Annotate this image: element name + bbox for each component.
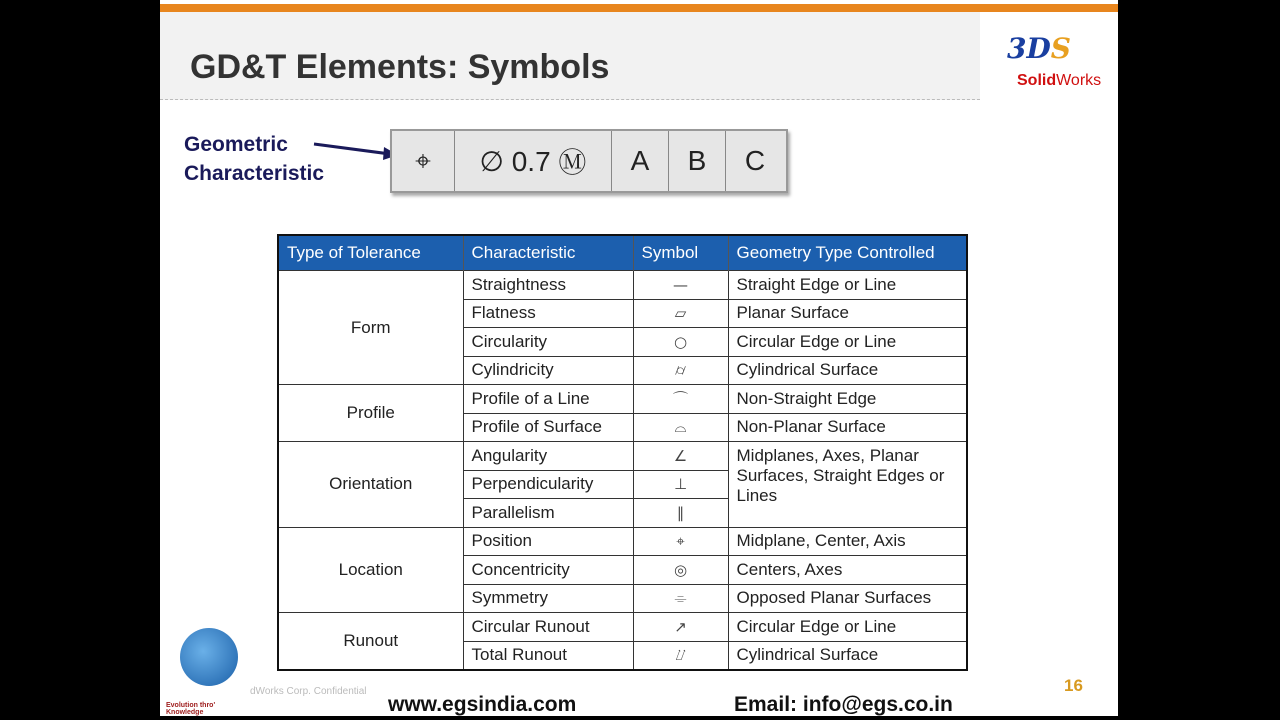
table-row	[278, 385, 967, 414]
geometry-type: Centers, Axes	[728, 556, 967, 585]
header-symbol: Symbol	[633, 235, 728, 271]
egs-logo: Evolution thro' Knowledge	[166, 628, 250, 714]
symbol-icon: —	[633, 271, 728, 300]
characteristic: Perpendicularity	[463, 470, 633, 499]
table-row	[278, 271, 967, 300]
header-characteristic: Characteristic	[463, 235, 633, 271]
table-row	[278, 442, 967, 471]
position-symbol-cell: ⌖	[392, 131, 455, 191]
table-row	[278, 527, 967, 556]
table-header-row	[278, 235, 967, 271]
top-accent-bar	[160, 4, 1118, 12]
slide-title: GD&T Elements: Symbols	[190, 48, 610, 86]
geometry-type: Straight Edge or Line	[728, 271, 967, 300]
symbol-icon: ⌰	[633, 641, 728, 670]
callout-arrow-icon	[310, 138, 400, 168]
title-band	[160, 12, 980, 100]
symbol-icon: ∠	[633, 442, 728, 471]
characteristic: Circularity	[463, 328, 633, 357]
characteristic: Straightness	[463, 271, 633, 300]
symbol-icon: ↗	[633, 613, 728, 642]
characteristic: Position	[463, 527, 633, 556]
characteristic: Total Runout	[463, 641, 633, 670]
header-geometry: Geometry Type Controlled	[728, 235, 967, 271]
geometric-characteristic-label: Geometric Characteristic	[184, 133, 325, 185]
symbol-icon: ⌖	[633, 527, 728, 556]
symbol-icon: ∥	[633, 499, 728, 528]
symbol-icon: ⊥	[633, 470, 728, 499]
characteristic: Profile of Surface	[463, 413, 633, 442]
geometry-type: Midplane, Center, Axis	[728, 527, 967, 556]
confidential-note: dWorks Corp. Confidential	[250, 686, 367, 697]
tolerance-type: Profile	[278, 385, 463, 442]
symbol-icon: ▱	[633, 299, 728, 328]
tolerance-cell: ∅ 0.7 Ⓜ	[455, 131, 612, 191]
datum-b-cell: B	[669, 131, 726, 191]
table-row	[278, 613, 967, 642]
datum-a-cell: A	[612, 131, 669, 191]
website-text: www.egsindia.com	[388, 693, 577, 716]
geometry-type: Non-Planar Surface	[728, 413, 967, 442]
header-type: Type of Tolerance	[278, 235, 463, 271]
tolerance-type: Location	[278, 527, 463, 613]
feature-control-frame	[390, 129, 788, 193]
characteristic: Circular Runout	[463, 613, 633, 642]
symbol-icon: ⌭	[633, 356, 728, 385]
symbol-icon: ◎	[633, 556, 728, 585]
symbol-icon: ⌯	[633, 584, 728, 613]
characteristic: Concentricity	[463, 556, 633, 585]
geometry-type: Cylindrical Surface	[728, 356, 967, 385]
symbol-icon: ⌒	[633, 385, 728, 414]
geometry-type: Cylindrical Surface	[728, 641, 967, 670]
characteristic: Profile of a Line	[463, 385, 633, 414]
datum-c-cell: C	[744, 145, 766, 176]
symbol-icon: ○	[633, 328, 728, 357]
geometry-type: Opposed Planar Surfaces	[728, 584, 967, 613]
geometry-type: Midplanes, Axes, Planar Surfaces, Straight Edges or Lines	[728, 442, 967, 528]
geometry-type: Circular Edge or Line	[728, 613, 967, 642]
email-text: Email: info@egs.co.in	[734, 693, 953, 716]
characteristic: Flatness	[463, 299, 633, 328]
slide	[160, 0, 1118, 716]
solidworks-logo: 3DS SolidWorks	[1007, 32, 1102, 89]
symbol-icon: ⌓	[633, 413, 728, 442]
characteristic: Parallelism	[463, 499, 633, 528]
geometry-type: Circular Edge or Line	[728, 328, 967, 357]
page-number: 16	[1064, 676, 1083, 695]
gdt-symbols-table	[277, 234, 968, 671]
characteristic: Cylindricity	[463, 356, 633, 385]
geometry-type: Planar Surface	[728, 299, 967, 328]
geometry-type: Non-Straight Edge	[728, 385, 967, 414]
characteristic: Symmetry	[463, 584, 633, 613]
tolerance-type: Orientation	[278, 442, 463, 528]
characteristic: Angularity	[463, 442, 633, 471]
tolerance-type: Runout	[278, 613, 463, 671]
tolerance-type: Form	[278, 271, 463, 385]
